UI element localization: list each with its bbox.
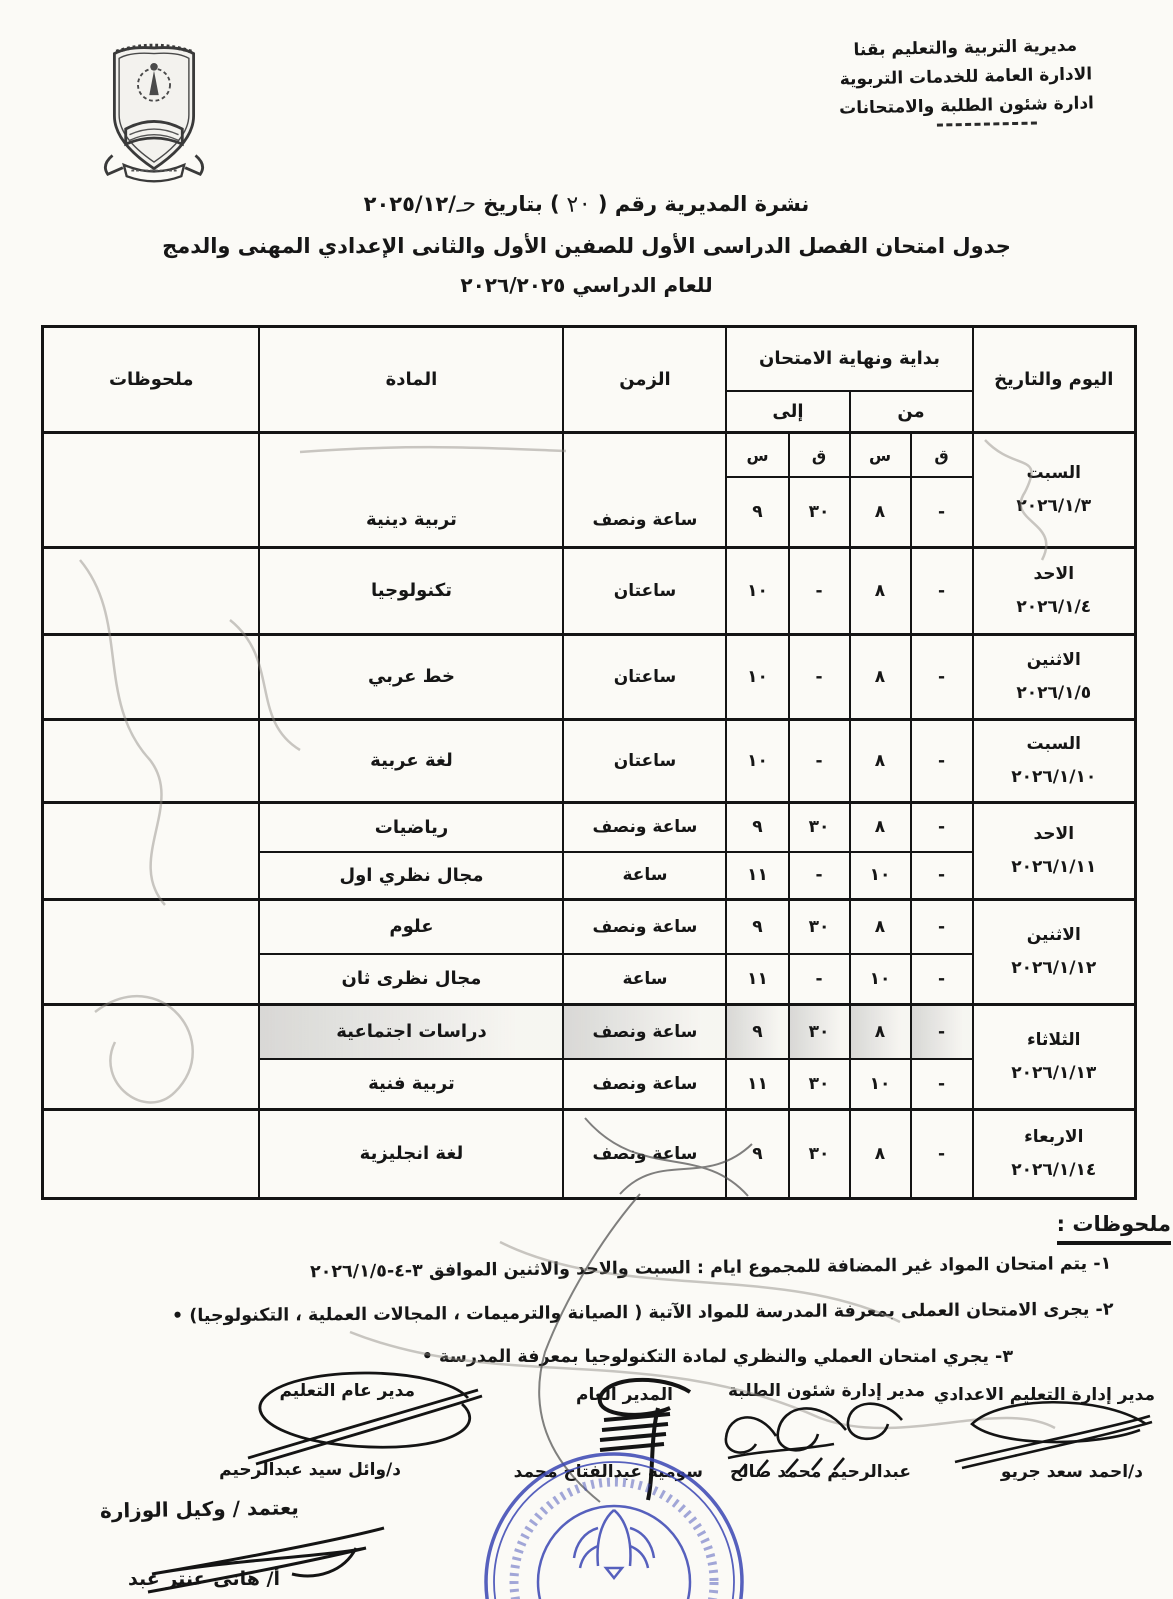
signature-ink-preparatory: [955, 1402, 1152, 1468]
stamp-eagle-icon: [574, 1510, 654, 1578]
academic-year: للعام الدراسي ٢٠٢٦/٢٠٢٥: [460, 273, 713, 297]
notes-cell: [42, 1109, 259, 1198]
day-date-cell: [973, 634, 1136, 719]
duration-cell: ساعة ونصف: [563, 1004, 726, 1059]
day-date-cell: [973, 1004, 1136, 1109]
bulletin-prefix: نشرة المديرية رقم (: [597, 192, 810, 216]
col-header-exam-bounds: بداية ونهاية الامتحان: [726, 327, 972, 391]
time-cell-from-hours: ٨: [850, 719, 911, 802]
time-cell-to-minutes: -: [789, 954, 850, 1004]
approval-line: يعتمد / وكيل الوزارة: [99, 1495, 299, 1523]
time-cell-from-minutes: -: [911, 802, 973, 852]
date-day-handwritten: حـ: [454, 191, 478, 218]
notes-cell: [42, 433, 259, 548]
time-cell-to-hours: ١٠: [726, 547, 788, 634]
notes-cell: [42, 547, 259, 634]
time-cell-from-minutes: -: [911, 634, 973, 719]
time-cell-to-minutes: ٣٠: [789, 899, 850, 954]
day-name: الاثنين: [1026, 650, 1081, 671]
day-name: الاحد: [1033, 824, 1075, 845]
col-header-duration: الزمن: [563, 327, 726, 433]
time-cell-from-minutes: -: [911, 1059, 973, 1109]
approval-name: أ/ هانى عنتر عبد: [128, 1568, 280, 1590]
day-date: ٢٠٢٦/١/١١: [1011, 856, 1097, 877]
subject-cell: تكنولوجيا: [259, 547, 563, 634]
org-line-directorate: مديرية التربية والتعليم بقنا: [853, 35, 1078, 61]
signature-title-education-director-general: مدير عام التعليم: [279, 1381, 415, 1401]
notes-heading: ملحوظات :: [1057, 1212, 1171, 1236]
subject-cell: تربية دينية: [259, 433, 563, 548]
time-cell-from-minutes: -: [911, 852, 973, 899]
time-cell-from-hours: ٨: [850, 477, 911, 547]
subject-cell: تربية فنية: [259, 1059, 563, 1109]
day-date-cell: [973, 719, 1136, 802]
subheader-minutes: ق: [789, 433, 850, 478]
time-cell-to-hours: ٩: [726, 899, 788, 954]
shield-logo-icon: [88, 38, 220, 188]
subject-cell: مجال نظرى ثان: [259, 954, 563, 1004]
subject-cell: لغة انجليزية: [259, 1109, 563, 1198]
day-date: ٢٠٢٦/١/١٠: [1011, 766, 1097, 787]
day-date: ٢٠٢٦/١/٣: [1016, 495, 1092, 516]
day-date-cell: [973, 1109, 1136, 1198]
schedule-title: جدول امتحان الفصل الدراسى الأول للصفين الأول والثانى الإعدادي المهنى والدمج: [162, 234, 1011, 258]
duration-cell: ساعتان: [563, 719, 726, 802]
duration-cell: ساعة ونصف: [563, 433, 726, 548]
note-item-2: ٢- يجرى الامتحان العملى بمعرفة المدرسة للمواد الآتية ( الصيانة والترميمات ، المجالات العملية ، التكنولوجيا) •: [171, 1299, 1114, 1327]
duration-cell: ساعتان: [563, 634, 726, 719]
time-cell-to-minutes: -: [789, 719, 850, 802]
subheader-hours: س: [726, 433, 788, 478]
time-cell-to-minutes: ٣٠: [789, 1004, 850, 1059]
duration-cell: ساعة ونصف: [563, 899, 726, 954]
time-cell-to-hours: ٩: [726, 477, 788, 547]
org-line-student-affairs: ادارة شئون الطلبة والامتحانات: [839, 93, 1095, 120]
time-cell-from-minutes: -: [911, 547, 973, 634]
time-cell-to-hours: ١٠: [726, 634, 788, 719]
bulletin-suffix: ) بتاريخ: [483, 192, 560, 216]
col-header-to: إلى: [726, 391, 849, 433]
col-header-from: من: [850, 391, 973, 433]
notes-cell: [42, 1004, 259, 1109]
bulletin-number-handwritten: ٢٠: [565, 190, 592, 219]
notes-cell: [42, 634, 259, 719]
bulletin-title: [0, 192, 1173, 217]
time-cell-from-hours: ٨: [850, 1109, 911, 1198]
time-cell-from-hours: ٨: [850, 802, 911, 852]
time-cell-to-hours: ١١: [726, 1059, 788, 1109]
time-cell-to-minutes: ٣٠: [789, 477, 850, 547]
signature-name-preparatory-education: د/احمد سعد جريو: [1000, 1462, 1143, 1482]
time-cell-from-minutes: -: [911, 899, 973, 954]
day-date: ٢٠٢٦/١/١٢: [1011, 957, 1097, 978]
time-cell-from-minutes: -: [911, 954, 973, 1004]
subject-cell: رياضيات: [259, 802, 563, 852]
org-line-general-admin: الادارة العامة للخدمات التربوية: [839, 64, 1093, 90]
org-header: [800, 31, 1132, 130]
signature-title-student-affairs: مدير إدارة شئون الطلبة: [727, 1381, 925, 1401]
duration-cell: ساعة ونصف: [563, 1059, 726, 1109]
time-cell-from-minutes: -: [911, 477, 973, 547]
notes-cell: [42, 899, 259, 1004]
time-cell-from-hours: ٨: [850, 634, 911, 719]
signature-name-education-director-general: د/وائل سيد عبدالرحيم: [219, 1460, 401, 1480]
day-date-cell: [973, 433, 1136, 548]
subject-cell: لغة عربية: [259, 719, 563, 802]
bulletin-date: ٢٠٢٥/١٢/: [363, 192, 456, 216]
time-cell-to-minutes: ٣٠: [789, 1059, 850, 1109]
time-cell-to-minutes: ٣٠: [789, 1109, 850, 1198]
time-cell-from-hours: ٨: [850, 547, 911, 634]
exam-schedule-table: [41, 325, 1137, 1200]
note-item-1: ١- يتم امتحان المواد غير المضافة للمجموع ايام : السبت والاحد والاثنين الموافق ٣-٤-٢٠٢٦/١/٥: [309, 1253, 1112, 1283]
time-cell-from-minutes: -: [911, 1004, 973, 1059]
col-header-day-date: اليوم والتاريخ: [973, 327, 1136, 433]
time-cell-to-hours: ٩: [726, 802, 788, 852]
time-cell-from-minutes: -: [911, 719, 973, 802]
day-date: ٢٠٢٦/١/٤: [1016, 596, 1092, 617]
day-date: ٢٠٢٦/١/١٤: [1011, 1159, 1097, 1180]
time-cell-to-hours: ١١: [726, 954, 788, 1004]
day-date-cell: [973, 547, 1136, 634]
time-cell-to-minutes: -: [789, 547, 850, 634]
duration-cell: ساعة ونصف: [563, 1109, 726, 1198]
time-cell-to-hours: ١٠: [726, 719, 788, 802]
day-name: الاحد: [1033, 564, 1075, 585]
col-header-notes: ملحوظات: [42, 327, 259, 433]
day-date: ٢٠٢٦/١/٥: [1016, 682, 1092, 703]
duration-cell: ساعة ونصف: [563, 802, 726, 852]
time-cell-to-minutes: ٣٠: [789, 802, 850, 852]
subheader-minutes: ق: [911, 433, 973, 478]
signature-name-student-affairs: عبدالرحيم محمد صالح: [730, 1462, 911, 1482]
time-cell-from-hours: ٨: [850, 899, 911, 954]
day-date-cell: [973, 802, 1136, 899]
time-cell-from-hours: ٨: [850, 1004, 911, 1059]
subject-cell: مجال نظري اول: [259, 852, 563, 899]
time-cell-from-hours: ١٠: [850, 954, 911, 1004]
signature-title-preparatory-education: مدير إدارة التعليم الاعدادي: [933, 1385, 1155, 1405]
day-date: ٢٠٢٦/١/١٣: [1011, 1062, 1097, 1083]
day-name: السبت: [1026, 734, 1081, 755]
day-name: السبت: [1026, 463, 1081, 484]
time-cell-to-minutes: -: [789, 634, 850, 719]
subject-cell: خط عربي: [259, 634, 563, 719]
time-cell-to-hours: ٩: [726, 1109, 788, 1198]
note-item-3: ٣- يجري امتحان العملي والنظري لمادة التكنولوجيا بمعرفة المدرسة •: [421, 1347, 1013, 1367]
subject-cell: علوم: [259, 899, 563, 954]
signature-name-general-director: سومية عبدالفتاح محمد: [513, 1462, 703, 1482]
duration-cell: ساعة: [563, 954, 726, 1004]
time-cell-from-minutes: -: [911, 1109, 973, 1198]
time-cell-to-hours: ١١: [726, 852, 788, 899]
day-name: الاثنين: [1026, 925, 1081, 946]
duration-cell: ساعتان: [563, 547, 726, 634]
day-name: الاربعاء: [1024, 1127, 1084, 1148]
notes-cell: [42, 719, 259, 802]
time-cell-to-hours: ٩: [726, 1004, 788, 1059]
time-cell-to-minutes: -: [789, 852, 850, 899]
duration-cell: ساعة: [563, 852, 726, 899]
day-date-cell: [973, 899, 1136, 1004]
day-name: الثلاثاء: [1026, 1030, 1081, 1051]
subheader-hours: س: [850, 433, 911, 478]
notes-cell: [42, 802, 259, 899]
document-titles: [0, 192, 1173, 297]
ministry-of-education-emblem: [88, 38, 220, 188]
signature-title-general-director: المدير العام: [576, 1385, 673, 1405]
col-header-subject: المادة: [259, 327, 563, 433]
time-cell-from-hours: ١٠: [850, 1059, 911, 1109]
subject-cell: دراسات اجتماعية: [259, 1004, 563, 1059]
time-cell-from-hours: ١٠: [850, 852, 911, 899]
